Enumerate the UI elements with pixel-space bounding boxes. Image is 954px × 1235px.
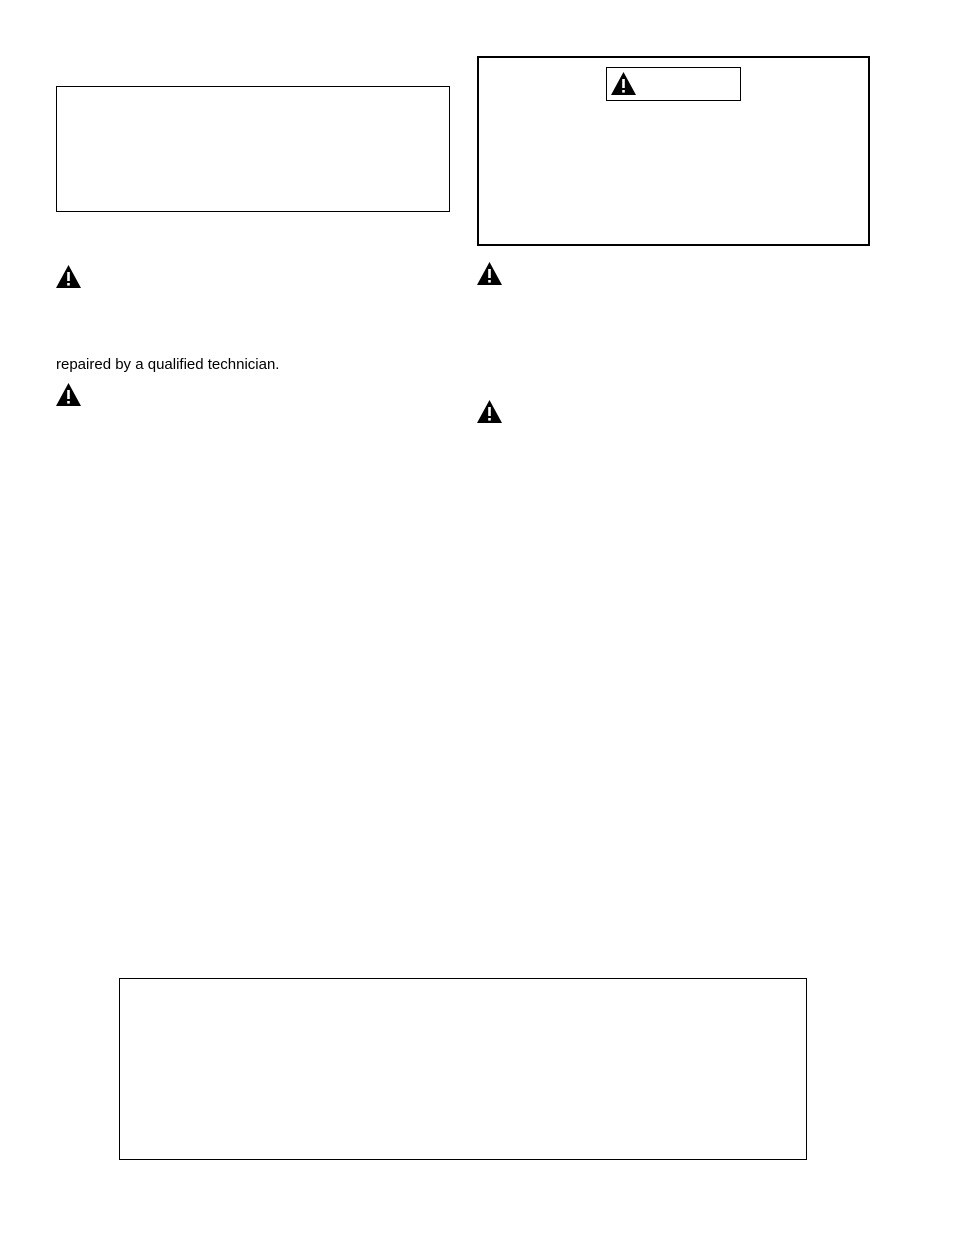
warning-triangle-icon [476,399,503,424]
notice-box-bottom [119,978,807,1160]
warning-triangle-icon [610,71,637,96]
notice-box-left [56,86,450,212]
warning-triangle-icon [55,382,82,407]
signal-word-box [606,67,741,101]
body-text-qualified-technician: repaired by a qualified technician. [56,356,280,373]
warning-triangle-icon [55,264,82,289]
warning-triangle-icon [476,261,503,286]
